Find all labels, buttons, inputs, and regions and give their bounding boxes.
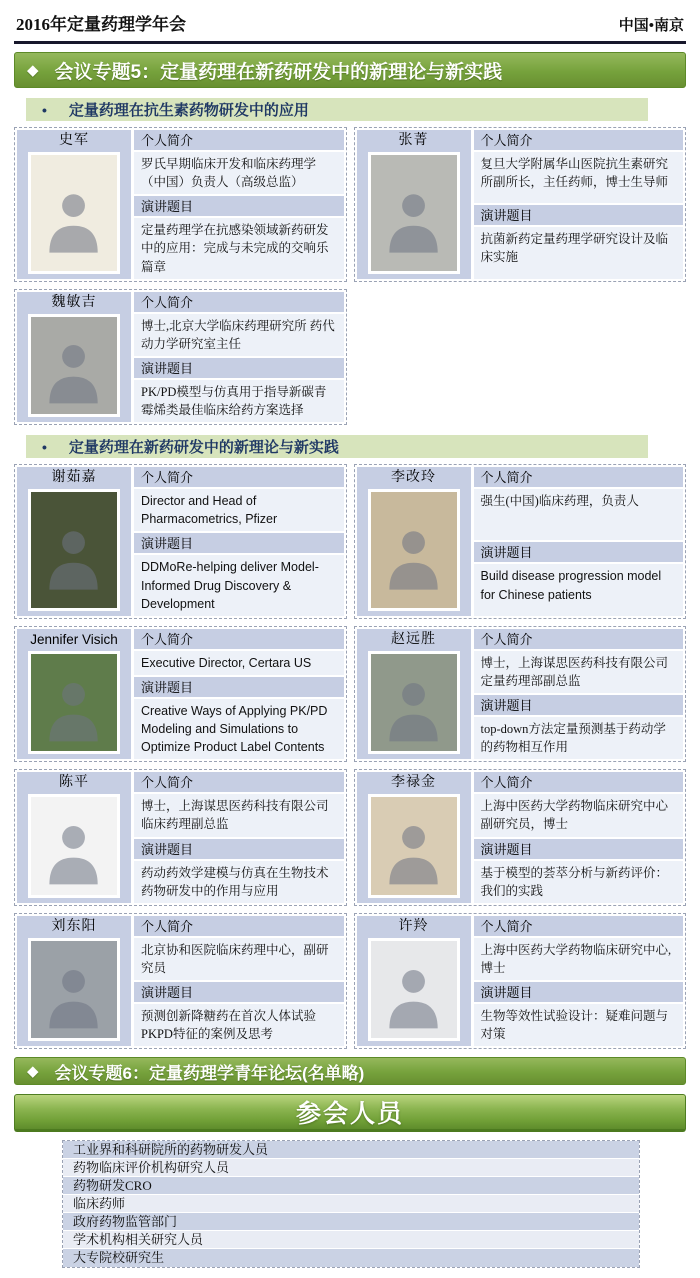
speaker-photo [371, 492, 457, 608]
profile-label: 个人简介 [474, 467, 684, 487]
topic-text: top-down方法定量预测基于药动学的药物相互作用 [474, 717, 684, 759]
bio-text: 北京协和医院临床药理中心，副研究员 [134, 938, 344, 980]
speaker-name: 陈平 [59, 775, 89, 791]
topic6-banner [14, 1057, 686, 1085]
bio-text: 强生(中国)临床药理，负责人 [474, 489, 684, 540]
section1-card-grid [14, 127, 686, 425]
speaker-info-panel [134, 916, 344, 1047]
person-silhouette-icon [380, 664, 447, 752]
section1-heading-bar [26, 98, 648, 121]
section1-heading: 定量药理在抗生素药物研发中的应用 [68, 102, 309, 119]
speaker-name: 史军 [59, 133, 89, 148]
topic-label: 演讲题目 [134, 196, 344, 216]
participants-banner [14, 1094, 686, 1132]
bio-text: 上海中医药大学药物临床研究中心,博士 [474, 938, 684, 980]
location-text: 中国•南京 [618, 18, 684, 34]
speaker-name: 谢茹嘉 [51, 470, 97, 486]
section2-heading: 定量药理在新药研发中的新理论与新实践 [68, 439, 339, 457]
speaker-info-panel [474, 629, 684, 760]
speaker-name: 许羚 [398, 918, 429, 934]
participant-row: 工业界和科研院所的药物研发人员 [63, 1141, 639, 1159]
profile-label: 个人简介 [474, 629, 684, 649]
person-silhouette-icon [380, 504, 447, 608]
speaker-name: 张菁 [398, 133, 429, 148]
speaker-photo [31, 941, 117, 1039]
bio-text: 上海中医药大学药物临床研究中心 副研究员，博士 [474, 794, 684, 836]
speaker-photo-frame [28, 152, 120, 274]
topic-text: 抗菌新药定量药理学研究设计及临床实施 [474, 227, 684, 278]
speaker-info-panel [134, 292, 344, 423]
speaker-photo-frame [368, 938, 460, 1042]
bio-text: 博士，上海谋思医药科技有限公司定量药理部副总监 [474, 651, 684, 693]
speaker-photo [371, 797, 457, 895]
participants-banner-label: 参会人员 [295, 1100, 404, 1129]
speaker-left-panel [17, 772, 131, 903]
topic-label: 演讲题目 [134, 533, 344, 553]
speaker-left-panel [17, 130, 131, 279]
speaker-card-zhangjing [354, 127, 687, 282]
participant-row: 学术机构相关研究人员 [63, 1231, 639, 1249]
speaker-info-panel [474, 467, 684, 616]
speaker-card-weiminji [14, 289, 347, 426]
bio-text: Executive Director, Certara US [134, 651, 344, 675]
speaker-photo-frame [28, 794, 120, 898]
person-silhouette-icon [40, 664, 107, 752]
topic-text: 基于模型的荟萃分析与新药评价：我们的实践 [474, 861, 684, 903]
page-title: 2016年定量药理学年会 [16, 15, 186, 34]
speaker-name: 刘东阳 [51, 918, 97, 934]
speaker-card-liudongyang [14, 913, 347, 1050]
speaker-photo-frame [368, 152, 460, 274]
speaker-photo [31, 797, 117, 895]
speaker-card-jennifer-visich [14, 626, 347, 763]
speaker-name: 李改玲 [391, 470, 436, 486]
speaker-photo [31, 654, 117, 752]
speaker-photo-frame [28, 651, 120, 755]
person-silhouette-icon [40, 504, 107, 608]
speaker-photo [371, 155, 457, 271]
topic-label: 演讲题目 [474, 839, 684, 859]
speaker-photo [31, 317, 117, 415]
participant-row: 药物研发CRO [63, 1177, 639, 1195]
profile-label: 个人简介 [474, 130, 684, 150]
participant-row: 药物临床评价机构研究人员 [63, 1159, 639, 1177]
profile-label: 个人简介 [134, 292, 344, 312]
speaker-card-shijun [14, 127, 347, 282]
topic-label: 演讲题目 [474, 542, 684, 562]
person-silhouette-icon [380, 951, 447, 1039]
topic6-banner-label: 会议专题6：定量药理学青年论坛(名单略) [54, 1063, 365, 1083]
speaker-card-zhaoyuansheng [354, 626, 687, 763]
speaker-photo-frame [368, 794, 460, 898]
diamond-icon: ◆ [27, 1063, 39, 1081]
page-header [14, 7, 686, 44]
speaker-info-panel [134, 629, 344, 760]
topic-text: Build disease progression model for Chinese patients [474, 564, 684, 615]
participant-row: 大专院校研究生 [63, 1249, 639, 1267]
speaker-card-xierujia [14, 464, 347, 619]
participant-row: 政府药物监管部门 [63, 1213, 639, 1231]
topic-text: 预测创新降糖药在首次人体试验PKPD特征的案例及思考 [134, 1004, 344, 1046]
topic-text: 药动药效学建模与仿真在生物技术药物研发中的作用与应用 [134, 861, 344, 903]
profile-label: 个人简介 [134, 629, 344, 649]
bio-text: Director and Head of Pharmacometrics, Pfizer [134, 489, 344, 531]
speaker-left-panel [17, 292, 131, 423]
topic-label: 演讲题目 [134, 982, 344, 1002]
profile-label: 个人简介 [134, 467, 344, 487]
bio-text: 博士,北京大学临床药理研究所 药代动力学研究室主任 [134, 314, 344, 356]
speaker-photo-frame [28, 314, 120, 418]
bio-text: 罗氏早期临床开发和临床药理学（中国）负责人（高级总监） [134, 152, 344, 194]
participants-table [62, 1140, 640, 1268]
topic-label: 演讲题目 [134, 677, 344, 697]
person-silhouette-icon [40, 807, 107, 895]
speaker-photo [371, 941, 457, 1039]
topic-label: 演讲题目 [474, 205, 684, 225]
participant-row: 临床药师 [63, 1195, 639, 1213]
profile-label: 个人简介 [474, 916, 684, 936]
speaker-info-panel [474, 772, 684, 903]
topic-label: 演讲题目 [134, 839, 344, 859]
speaker-left-panel [357, 629, 471, 760]
speaker-name: 魏敏吉 [51, 294, 97, 310]
section2-card-grid [14, 464, 686, 1049]
profile-label: 个人简介 [134, 772, 344, 792]
speaker-left-panel [17, 916, 131, 1047]
topic5-banner-label: 会议专题5：定量药理在新药研发中的新理论与新实践 [54, 61, 503, 83]
speaker-left-panel [17, 467, 131, 616]
speaker-left-panel [357, 772, 471, 903]
bullet-icon: • [42, 438, 47, 455]
speaker-photo-frame [28, 938, 120, 1042]
speaker-card-ligailing [354, 464, 687, 619]
topic-text: 定量药理学在抗感染领域新药研发中的应用：完成与未完成的交响乐篇章 [134, 218, 344, 278]
speaker-photo-frame [368, 651, 460, 755]
bullet-icon: • [42, 101, 47, 118]
topic-text: PK/PD模型与仿真用于指导新碳青霉烯类最佳临床给药方案选择 [134, 380, 344, 422]
topic5-banner [14, 52, 686, 88]
topic-text: DDMoRe-helping deliver Model- Informed Drug Discovery & Development [134, 555, 344, 615]
diamond-icon: ◆ [27, 62, 39, 79]
speaker-photo [31, 155, 117, 271]
topic-label: 演讲题目 [474, 982, 684, 1002]
speaker-photo-frame [28, 489, 120, 611]
speaker-left-panel [357, 130, 471, 279]
speaker-name: 赵远胜 [391, 631, 436, 647]
section2-heading-bar [26, 435, 648, 458]
bio-text: 博士，上海谋思医药科技有限公司临床药理副总监 [134, 794, 344, 836]
person-silhouette-icon [380, 167, 447, 271]
topic-label: 演讲题目 [474, 695, 684, 715]
person-silhouette-icon [40, 326, 107, 414]
person-silhouette-icon [40, 167, 107, 271]
profile-label: 个人简介 [134, 916, 344, 936]
speaker-photo [31, 492, 117, 608]
speaker-name: 李禄金 [391, 775, 436, 791]
profile-label: 个人简介 [474, 772, 684, 792]
topic-text: 生物等效性试验设计：疑难问题与对策 [474, 1004, 684, 1046]
topic-text: Creative Ways of Applying PK/PD Modeling and Simulations to Optimize Product Label Contents [134, 699, 344, 759]
speaker-left-panel [357, 467, 471, 616]
speaker-card-lilujin [354, 769, 687, 906]
speaker-info-panel [134, 772, 344, 903]
speaker-info-panel [474, 916, 684, 1047]
speaker-card-xuling [354, 913, 687, 1050]
speaker-left-panel [17, 629, 131, 760]
speaker-left-panel [357, 916, 471, 1047]
speaker-name: Jennifer Visich [30, 631, 118, 647]
speaker-card-chenping [14, 769, 347, 906]
profile-label: 个人简介 [134, 130, 344, 150]
person-silhouette-icon [40, 951, 107, 1039]
speaker-info-panel [474, 130, 684, 279]
bio-text: 复旦大学附属华山医院抗生素研究所副所长，主任药师，博士生导师 [474, 152, 684, 203]
speaker-photo [371, 654, 457, 752]
speaker-info-panel [134, 467, 344, 616]
topic-label: 演讲题目 [134, 358, 344, 378]
speaker-info-panel [134, 130, 344, 279]
person-silhouette-icon [380, 807, 447, 895]
speaker-photo-frame [368, 489, 460, 611]
